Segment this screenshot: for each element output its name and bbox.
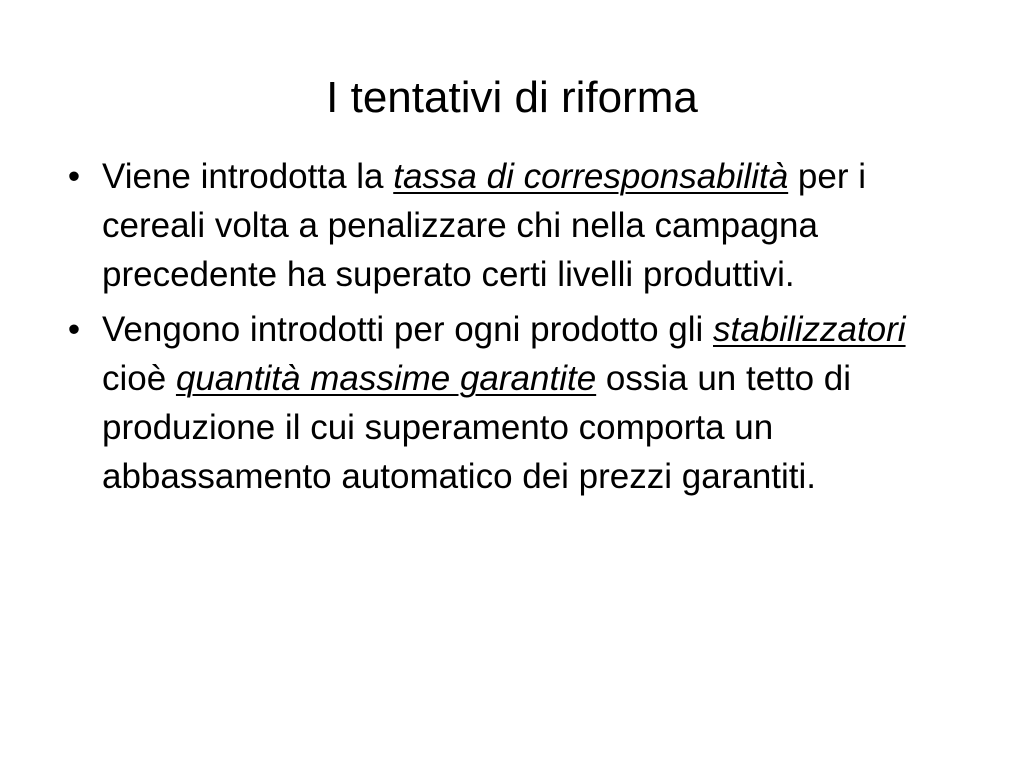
bullet-text: Viene introdotta la <box>102 157 394 196</box>
bullet-text: ossia un tetto di produzione il cui superamento comporta un abbassamento automatico dei prezzi garantiti. <box>102 359 852 496</box>
slide-title: I tentativi di riforma <box>326 73 698 122</box>
bullet-item <box>62 305 962 501</box>
key-term: stabilizzatori <box>713 310 906 349</box>
bullet-marker: • <box>67 310 81 349</box>
bullet-text: per i cereali volta a penalizzare chi nella campagna precedente ha superato certi livelli produttivi. <box>102 157 866 294</box>
bullet-list <box>62 152 962 507</box>
bullet-text: Vengono introdotti per ogni prodotto gli <box>102 310 713 349</box>
key-term: tassa di corresponsabilità <box>393 157 789 196</box>
bullet-item <box>62 152 962 299</box>
key-term: quantità massime garantite <box>175 359 597 398</box>
bullet-marker: • <box>67 157 81 196</box>
bullet-text: cioè <box>102 359 176 398</box>
